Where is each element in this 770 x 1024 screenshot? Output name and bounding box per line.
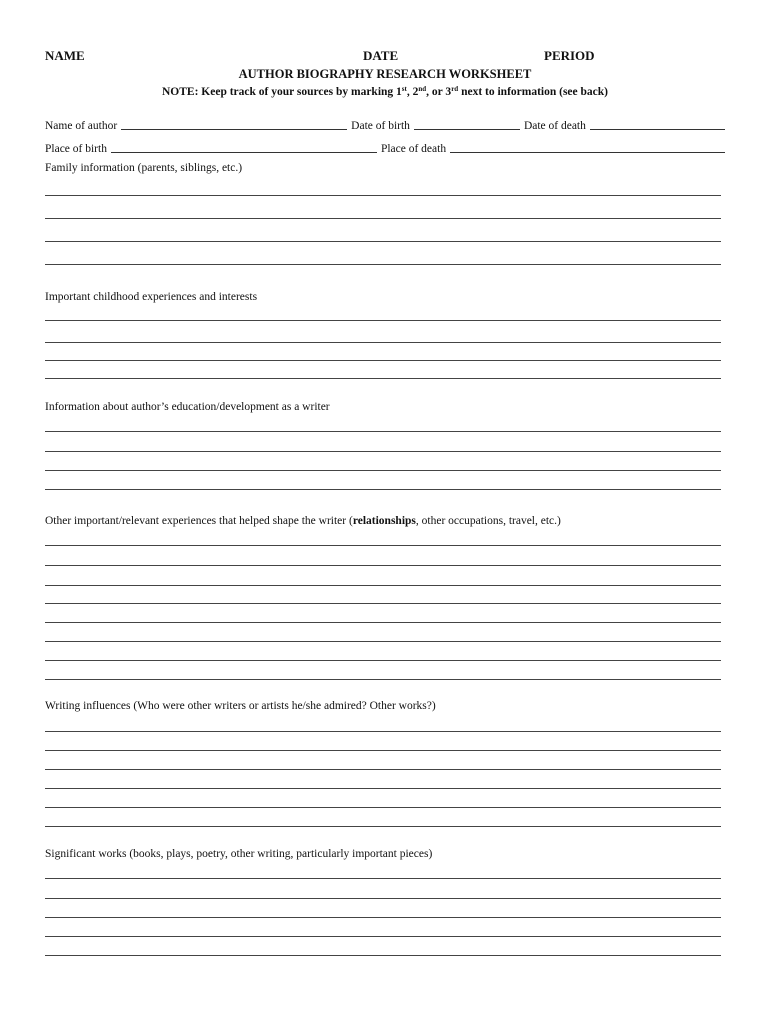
influences-line-6[interactable] bbox=[45, 826, 721, 827]
header-row bbox=[45, 48, 725, 66]
worksheet-title: AUTHOR BIOGRAPHY RESEARCH WORKSHEET bbox=[238, 67, 532, 81]
influences-line-3[interactable] bbox=[45, 769, 721, 770]
date-of-birth-label: Date of birth bbox=[351, 120, 410, 132]
experiences-line-6[interactable] bbox=[45, 641, 721, 642]
sources-note bbox=[0, 86, 770, 98]
note-sup-2: nd bbox=[418, 85, 427, 93]
experiences-label-prefix: Other important/relevant experiences that helped shape the writer ( bbox=[45, 515, 353, 527]
period-label: PERIOD bbox=[544, 48, 595, 63]
experiences-line-5[interactable] bbox=[45, 622, 721, 623]
influences-label: Writing influences (Who were other writers or artists he/she admired? Other works?) bbox=[45, 700, 436, 712]
education-line-1[interactable] bbox=[45, 431, 721, 432]
date-of-death-field[interactable] bbox=[590, 118, 725, 130]
place-of-birth-label: Place of birth bbox=[45, 143, 107, 155]
childhood-line-3[interactable] bbox=[45, 360, 721, 361]
family-label: Family information (parents, siblings, etc.) bbox=[45, 162, 243, 174]
education-line-4[interactable] bbox=[45, 489, 721, 490]
influences-line-1[interactable] bbox=[45, 731, 721, 732]
family-line-4[interactable] bbox=[45, 264, 721, 265]
childhood-line-1[interactable] bbox=[45, 320, 721, 321]
date-of-death-label: Date of death bbox=[523, 120, 586, 132]
author-dates-row bbox=[45, 116, 725, 132]
note-suffix: next to information (see back) bbox=[458, 86, 608, 98]
works-line-2[interactable] bbox=[45, 898, 721, 899]
note-prefix: NOTE: Keep track of your sources by marking 1 bbox=[162, 86, 402, 98]
experiences-line-4[interactable] bbox=[45, 603, 721, 604]
education-line-2[interactable] bbox=[45, 451, 721, 452]
experiences-line-2[interactable] bbox=[45, 565, 721, 566]
name-label: NAME bbox=[45, 48, 85, 63]
family-line-2[interactable] bbox=[45, 218, 721, 219]
note-mid-2: , or 3 bbox=[426, 86, 452, 98]
experiences-line-7[interactable] bbox=[45, 660, 721, 661]
experiences-label-suffix: , other occupations, travel, etc.) bbox=[415, 515, 561, 527]
family-line-3[interactable] bbox=[45, 241, 721, 242]
works-line-4[interactable] bbox=[45, 936, 721, 937]
experiences-label bbox=[45, 515, 561, 527]
place-of-death-field[interactable] bbox=[450, 141, 725, 153]
works-label: Significant works (books, plays, poetry, other writing, particularly important pieces) bbox=[45, 848, 433, 860]
note-sup-3: rd bbox=[451, 85, 459, 93]
name-of-author-label: Name of author bbox=[45, 120, 118, 132]
date-of-birth-field[interactable] bbox=[414, 118, 520, 130]
experiences-label-bold: relationships bbox=[352, 515, 416, 527]
childhood-label: Important childhood experiences and interests bbox=[45, 291, 258, 303]
childhood-line-2[interactable] bbox=[45, 342, 721, 343]
experiences-line-3[interactable] bbox=[45, 585, 721, 586]
experiences-line-8[interactable] bbox=[45, 679, 721, 680]
experiences-line-1[interactable] bbox=[45, 545, 721, 546]
education-label: Information about author’s education/development as a writer bbox=[45, 401, 330, 413]
influences-line-4[interactable] bbox=[45, 788, 721, 789]
childhood-line-4[interactable] bbox=[45, 378, 721, 379]
influences-line-5[interactable] bbox=[45, 807, 721, 808]
education-line-3[interactable] bbox=[45, 470, 721, 471]
note-sup-1: st bbox=[401, 85, 407, 93]
works-line-3[interactable] bbox=[45, 917, 721, 918]
family-line-1[interactable] bbox=[45, 195, 721, 196]
works-line-5[interactable] bbox=[45, 955, 721, 956]
place-of-birth-field[interactable] bbox=[111, 141, 377, 153]
works-line-1[interactable] bbox=[45, 878, 721, 879]
name-of-author-field[interactable] bbox=[121, 118, 347, 130]
date-label: DATE bbox=[363, 48, 399, 63]
influences-line-2[interactable] bbox=[45, 750, 721, 751]
places-row bbox=[45, 139, 725, 155]
note-mid-1: , 2 bbox=[406, 86, 419, 98]
place-of-death-label: Place of death bbox=[380, 143, 447, 155]
